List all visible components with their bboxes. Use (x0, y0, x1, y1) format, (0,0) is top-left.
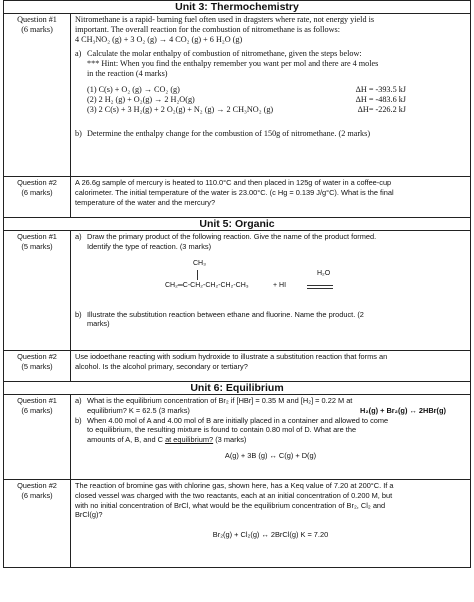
part-label: b) (75, 415, 82, 425)
overall-reaction: 4 CH₃NO₂ (g) + 3 O₂ (g) → 4 CO₂ (g) + 6 H₂O (g) (75, 35, 243, 44)
bond-line (197, 270, 198, 280)
methyl-group: CH₃ (193, 259, 206, 267)
unit5-question2-row (4, 351, 470, 382)
part-text: Draw the primary product of the following reaction. Give the name of the product formed. (87, 232, 377, 241)
question-number: Question #2 (17, 352, 57, 361)
intro-line: important. The overall reaction for the combustion of nitromethane is as follows: (75, 25, 340, 34)
unit3-question1-label (4, 14, 71, 176)
part-text: What is the equilibrium concentration of Br₂ if [HBr] = 0.35 M and [H₂] = 0.22 M at (87, 396, 353, 405)
reaction-arrow (307, 285, 333, 286)
hint-text: in the reaction (4 marks) (87, 69, 168, 78)
unit5-question1-content (71, 231, 470, 350)
reaction-structure (83, 252, 466, 300)
unit6-question1-row (4, 395, 470, 480)
part-b (75, 416, 466, 445)
question-line: temperature of the water and the mercury? (75, 197, 216, 207)
step-reaction: (3) 2 C(s) + 3 H₂(g) + 2 O₂(g) + N₂ (g) → 2 CH₃NO₂ (g) (87, 105, 274, 114)
unit5-question1-label (4, 231, 71, 350)
equilibrium-equation: H₂(g) + Br₂(g) ↔ 2HBr(g) (359, 405, 446, 415)
part-text: Identify the type of reaction. (3 marks) (87, 241, 212, 251)
unit3-question1-content (71, 14, 470, 176)
unit6-question1-label (4, 395, 71, 479)
part-label: b) (75, 129, 82, 138)
question-marks: (6 marks) (21, 187, 53, 197)
step-reaction: (1) C(s) + O₂ (g) → CO₂ (g) (87, 85, 180, 94)
question-line: calorimeter. The initial temperature of the water is 23.00°C. (c Hg = 0.139 J/g°C). What is the final (75, 187, 394, 197)
question-marks: (5 marks) (21, 361, 53, 371)
unit6-title: Unit 6: Equilibrium (4, 382, 470, 395)
unit3-question2-content (71, 177, 470, 217)
question-number: Question #1 (17, 232, 57, 241)
part-label: a) (75, 49, 82, 58)
part-text: When 4.00 mol of A and 4.00 mol of B are initially placed in a container and allowed to come (87, 415, 389, 425)
step-3 (75, 105, 466, 115)
part-a (75, 232, 466, 252)
question-marks: (6 marks) (21, 490, 53, 500)
water-catalyst: H₂O (317, 269, 331, 277)
unit5-title: Unit 5: Organic (4, 218, 470, 231)
part-text: equilibrium? K = 62.5 (3 marks) (87, 405, 190, 415)
unit3-question2-row (4, 177, 470, 218)
hint-text: *** Hint: When you find the enthalpy remember you want per mol and there are 4 moles (87, 59, 379, 68)
part-label: a) (75, 232, 82, 241)
question-marks: (5 marks) (21, 241, 53, 251)
question-line: with no initial concentration of BrCl, what would be the equilibrium concentration of Br₂, Cl₂ and (75, 500, 386, 510)
questions-table (3, 0, 471, 568)
unit5-question2-content (71, 351, 470, 381)
question-number: Question #2 (17, 178, 57, 187)
part-b (75, 129, 466, 139)
question-line: BrCl(g)? (75, 510, 103, 520)
intro-line: Nitromethane is a rapid- burning fuel often used in dragsters where rate, not energy yield is (75, 15, 375, 24)
question-number: Question #2 (17, 481, 57, 490)
step-reaction: (2) 2 H₂ (g) + O₂(g) → 2 H₂O(g) (87, 95, 195, 104)
equilibrium-equation: Br₂(g) + Cl₂(g) ↔ 2BrCl(g) K = 7.20 (212, 530, 329, 540)
question-line: Use iodoethane reacting with sodium hydroxide to illustrate a substitution reaction that forms an (75, 352, 388, 361)
question-line: alcohol. Is the alcohol primary, secondary or tertiary? (75, 361, 248, 371)
part-b (75, 310, 466, 330)
unit3-title: Unit 3: Thermochemistry (4, 1, 470, 14)
unit6-question1-content (71, 395, 470, 479)
question-number: Question #1 (17, 396, 57, 405)
step-enthalpy: ΔH = -393.5 kJ (355, 85, 406, 94)
unit3-question1-row (4, 14, 470, 177)
step-2 (75, 95, 466, 105)
part-text: amounts of A, B, and C at equilibrium? (3 marks) (87, 435, 247, 445)
part-text: Illustrate the substitution reaction between ethane and fluorine. Name the product. (2 (87, 309, 364, 319)
question-marks: (6 marks) (21, 25, 53, 34)
alkene-chain: CH₂═C-CH₂-CH₂-CH₂-CH₃ (165, 281, 249, 289)
part-label: b) (75, 309, 82, 319)
question-marks: (6 marks) (21, 405, 53, 415)
question-number: Question #1 (17, 15, 57, 24)
unit3-question2-label (4, 177, 71, 217)
hydrogen-iodide: + HI (273, 281, 287, 289)
part-text: marks) (87, 319, 110, 329)
step-1 (75, 85, 466, 95)
part-a (75, 396, 466, 416)
part-text: Determine the enthalpy change for the combustion of 150g of nitromethane. (2 marks) (87, 129, 371, 138)
question-line: closed vessel was charged with the two reactants, each at an initial concentration of 0.200 M, but (75, 490, 393, 500)
step-enthalpy: ΔH = -483.6 kJ (355, 95, 406, 104)
unit6-question2-content (71, 480, 470, 567)
part-label: a) (75, 396, 82, 405)
unit6-question2-row (4, 480, 470, 567)
question-line: The reaction of bromine gas with chlorine gas, shown here, has a Keq value of 7.20 at 200°C. If a (75, 481, 394, 490)
unit5-question1-row (4, 231, 470, 351)
equilibrium-equation: A(g) + 3B (g) ↔ C(g) + D(g) (224, 450, 317, 460)
reaction-arrow (307, 288, 333, 289)
unit6-question2-label (4, 480, 71, 567)
unit5-question2-label (4, 351, 71, 381)
question-line: A 26.6g sample of mercury is heated to 110.0°C and then placed in 125g of water in a coffee-cup (75, 178, 392, 187)
part-text: Calculate the molar enthalpy of combustion of nitromethane, given the steps below: (87, 49, 362, 58)
step-enthalpy: ΔH= -226.2 kJ (357, 105, 406, 114)
part-text: to equilibrium, the resulting mixture is found to contain 0.80 mol of D. What are the (87, 425, 357, 435)
part-a (75, 49, 466, 79)
